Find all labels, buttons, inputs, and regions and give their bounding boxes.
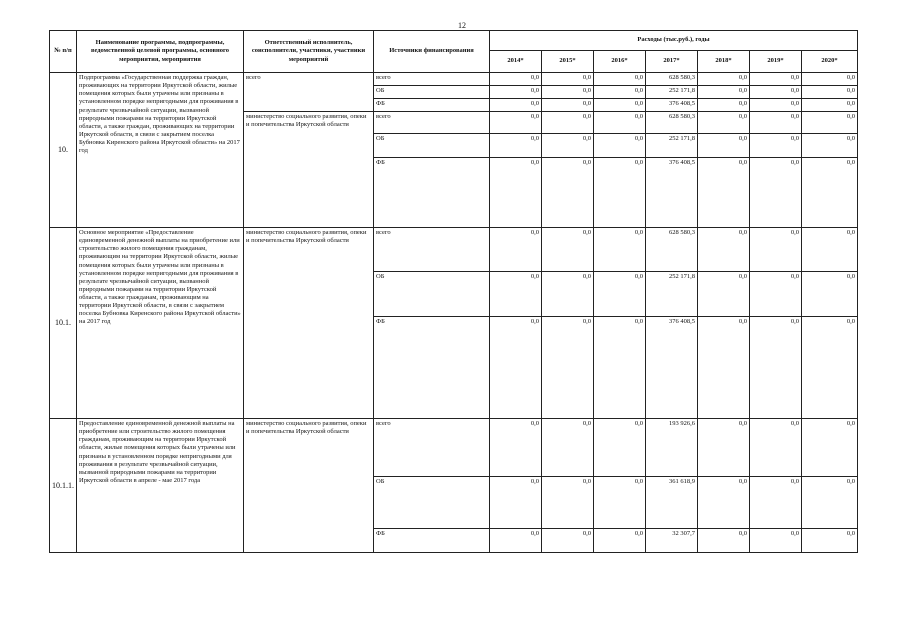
cell-value: 0,0 [490, 477, 542, 529]
cell-value: 0,0 [698, 477, 750, 529]
row-description: Предоставление единовременной денежной выплаты на приобретение или строительство жилого помещения гражданам, проживающим на территории Иркутской области, жилые помещения которых были утрачены или признаны в установленном порядке непригодными для проживания в результате чрезвычайной ситуации, вызванной природными пожарами на территории Иркутской области в апреле - мае 2017 года [77, 419, 244, 553]
cell-value: 0,0 [490, 86, 542, 99]
cell-value: 0,0 [490, 158, 542, 228]
row-executor: министерство социального развития, опеки и попечительства Иркутской области [244, 228, 374, 419]
cell-value: 252 171,8 [646, 272, 698, 317]
cell-value: 0,0 [802, 317, 858, 419]
table-row [50, 419, 858, 477]
row-executor: министерство социального развития, опеки и попечительства Иркутской области [244, 419, 374, 553]
row-source: всего [374, 419, 490, 477]
header-year: 2016* [594, 51, 646, 73]
cell-value: 0,0 [542, 419, 594, 477]
row-executor: министерство социального развития, опеки и попечительства Иркутской области [244, 112, 374, 228]
cell-value: 0,0 [802, 529, 858, 553]
table-row [50, 73, 858, 86]
cell-value: 0,0 [750, 272, 802, 317]
cell-value: 0,0 [594, 228, 646, 272]
cell-value: 376 408,5 [646, 317, 698, 419]
header-num: № п/п [50, 31, 77, 73]
row-source: ФБ [374, 529, 490, 553]
row-index: 10. [50, 73, 77, 228]
header-year: 2017* [646, 51, 698, 73]
cell-value: 0,0 [698, 158, 750, 228]
cell-value: 0,0 [490, 134, 542, 158]
cell-value: 0,0 [594, 529, 646, 553]
cell-value: 0,0 [750, 73, 802, 86]
cell-value: 0,0 [698, 112, 750, 134]
cell-value: 0,0 [802, 419, 858, 477]
cell-value: 0,0 [542, 73, 594, 86]
row-index: 10.1. [50, 228, 77, 419]
cell-value: 0,0 [750, 112, 802, 134]
cell-value: 0,0 [802, 228, 858, 272]
row-source: ФБ [374, 317, 490, 419]
cell-value: 32 307,7 [646, 529, 698, 553]
table-row [50, 228, 858, 272]
cell-value: 0,0 [802, 99, 858, 112]
cell-value: 628 580,3 [646, 73, 698, 86]
cell-value: 0,0 [490, 99, 542, 112]
cell-value: 0,0 [698, 317, 750, 419]
header-name: Наименование программы, подпрограммы, ведомственной целевой программы, основного мероприятия, мероприятия [77, 31, 244, 73]
cell-value: 628 580,3 [646, 112, 698, 134]
cell-value: 252 171,8 [646, 86, 698, 99]
row-source: ФБ [374, 158, 490, 228]
row-description: Основное мероприятие «Предоставление единовременной денежной выплаты на приобретение или строительство жилого помещения гражданам, проживающим на территории Иркутской области, жилые помещения которых были утрачены или признаны в установленном порядке непригодными для проживания в результате чрезвычайной ситуации, вызванной природными пожарами на территории Иркутской области, а также гражданам, проживающим на территории Иркутской области, в связи с закрытием поселка Бубновка Киренского района Иркутской области» на 2017 год [77, 228, 244, 419]
header-year: 2018* [698, 51, 750, 73]
cell-value: 628 580,3 [646, 228, 698, 272]
cell-value: 0,0 [698, 86, 750, 99]
cell-value: 0,0 [802, 134, 858, 158]
cell-value: 0,0 [698, 529, 750, 553]
cell-value: 0,0 [490, 272, 542, 317]
cell-value: 0,0 [698, 73, 750, 86]
cell-value: 252 171,8 [646, 134, 698, 158]
header-expenses: Расходы (тыс.руб.), годы [490, 31, 858, 51]
cell-value: 0,0 [698, 272, 750, 317]
row-index: 10.1.1. [50, 419, 77, 553]
cell-value: 0,0 [698, 228, 750, 272]
cell-value: 0,0 [698, 99, 750, 112]
header-executor: Ответственный исполнитель, соисполнители, участники, участники мероприятий [244, 31, 374, 73]
row-source: ОБ [374, 477, 490, 529]
row-source: ОБ [374, 86, 490, 99]
cell-value: 376 408,5 [646, 158, 698, 228]
cell-value: 0,0 [594, 134, 646, 158]
cell-value: 0,0 [750, 86, 802, 99]
cell-value: 0,0 [542, 158, 594, 228]
cell-value: 0,0 [750, 99, 802, 112]
cell-value: 0,0 [594, 419, 646, 477]
cell-value: 0,0 [490, 73, 542, 86]
page-number: 12 [458, 21, 466, 30]
cell-value: 0,0 [750, 477, 802, 529]
cell-value: 0,0 [490, 112, 542, 134]
cell-value: 0,0 [542, 86, 594, 99]
cell-value: 0,0 [594, 99, 646, 112]
cell-value: 0,0 [542, 317, 594, 419]
cell-value: 0,0 [490, 529, 542, 553]
cell-value: 0,0 [490, 317, 542, 419]
cell-value: 0,0 [594, 477, 646, 529]
cell-value: 0,0 [542, 228, 594, 272]
cell-value: 0,0 [698, 134, 750, 158]
cell-value: 0,0 [750, 134, 802, 158]
cell-value: 0,0 [594, 73, 646, 86]
row-source: ФБ [374, 99, 490, 112]
cell-value: 0,0 [594, 272, 646, 317]
cell-value: 0,0 [594, 317, 646, 419]
cell-value: 0,0 [542, 272, 594, 317]
cell-value: 0,0 [802, 112, 858, 134]
row-source: всего [374, 73, 490, 86]
cell-value: 0,0 [750, 317, 802, 419]
cell-value: 0,0 [802, 158, 858, 228]
row-source: всего [374, 112, 490, 134]
cell-value: 0,0 [802, 272, 858, 317]
header-year: 2015* [542, 51, 594, 73]
cell-value: 0,0 [594, 158, 646, 228]
cell-value: 361 618,9 [646, 477, 698, 529]
cell-value: 0,0 [594, 112, 646, 134]
cell-value: 0,0 [594, 86, 646, 99]
cell-value: 0,0 [750, 158, 802, 228]
header-year: 2020* [802, 51, 858, 73]
cell-value: 193 926,6 [646, 419, 698, 477]
header-year: 2019* [750, 51, 802, 73]
header-year: 2014* [490, 51, 542, 73]
cell-value: 0,0 [542, 112, 594, 134]
row-source: ОБ [374, 134, 490, 158]
cell-value: 0,0 [542, 134, 594, 158]
cell-value: 0,0 [802, 86, 858, 99]
cell-value: 0,0 [750, 529, 802, 553]
cell-value: 0,0 [542, 477, 594, 529]
budget-table [49, 30, 858, 553]
row-executor: всего [244, 73, 374, 112]
cell-value: 0,0 [490, 419, 542, 477]
cell-value: 0,0 [750, 419, 802, 477]
cell-value: 0,0 [750, 228, 802, 272]
header-source: Источники финансирования [374, 31, 490, 73]
cell-value: 0,0 [490, 228, 542, 272]
row-description: Подпрограмма «Государственная поддержка граждан, проживающих на территории Иркутской области, жилые помещения которых были утрачены или признаны в установленном порядке непригодными для проживания в результате чрезвычайной ситуации, вызванной природными пожарами на территории Иркутской области, а также граждан, проживающих на территории Иркутской области, в связи с закрытием поселка Бубновка Киренского района Иркутской области» на 2017 год [77, 73, 244, 228]
cell-value: 0,0 [542, 529, 594, 553]
row-source: всего [374, 228, 490, 272]
cell-value: 376 408,5 [646, 99, 698, 112]
cell-value: 0,0 [802, 477, 858, 529]
cell-value: 0,0 [542, 99, 594, 112]
cell-value: 0,0 [802, 73, 858, 86]
row-source: ОБ [374, 272, 490, 317]
cell-value: 0,0 [698, 419, 750, 477]
